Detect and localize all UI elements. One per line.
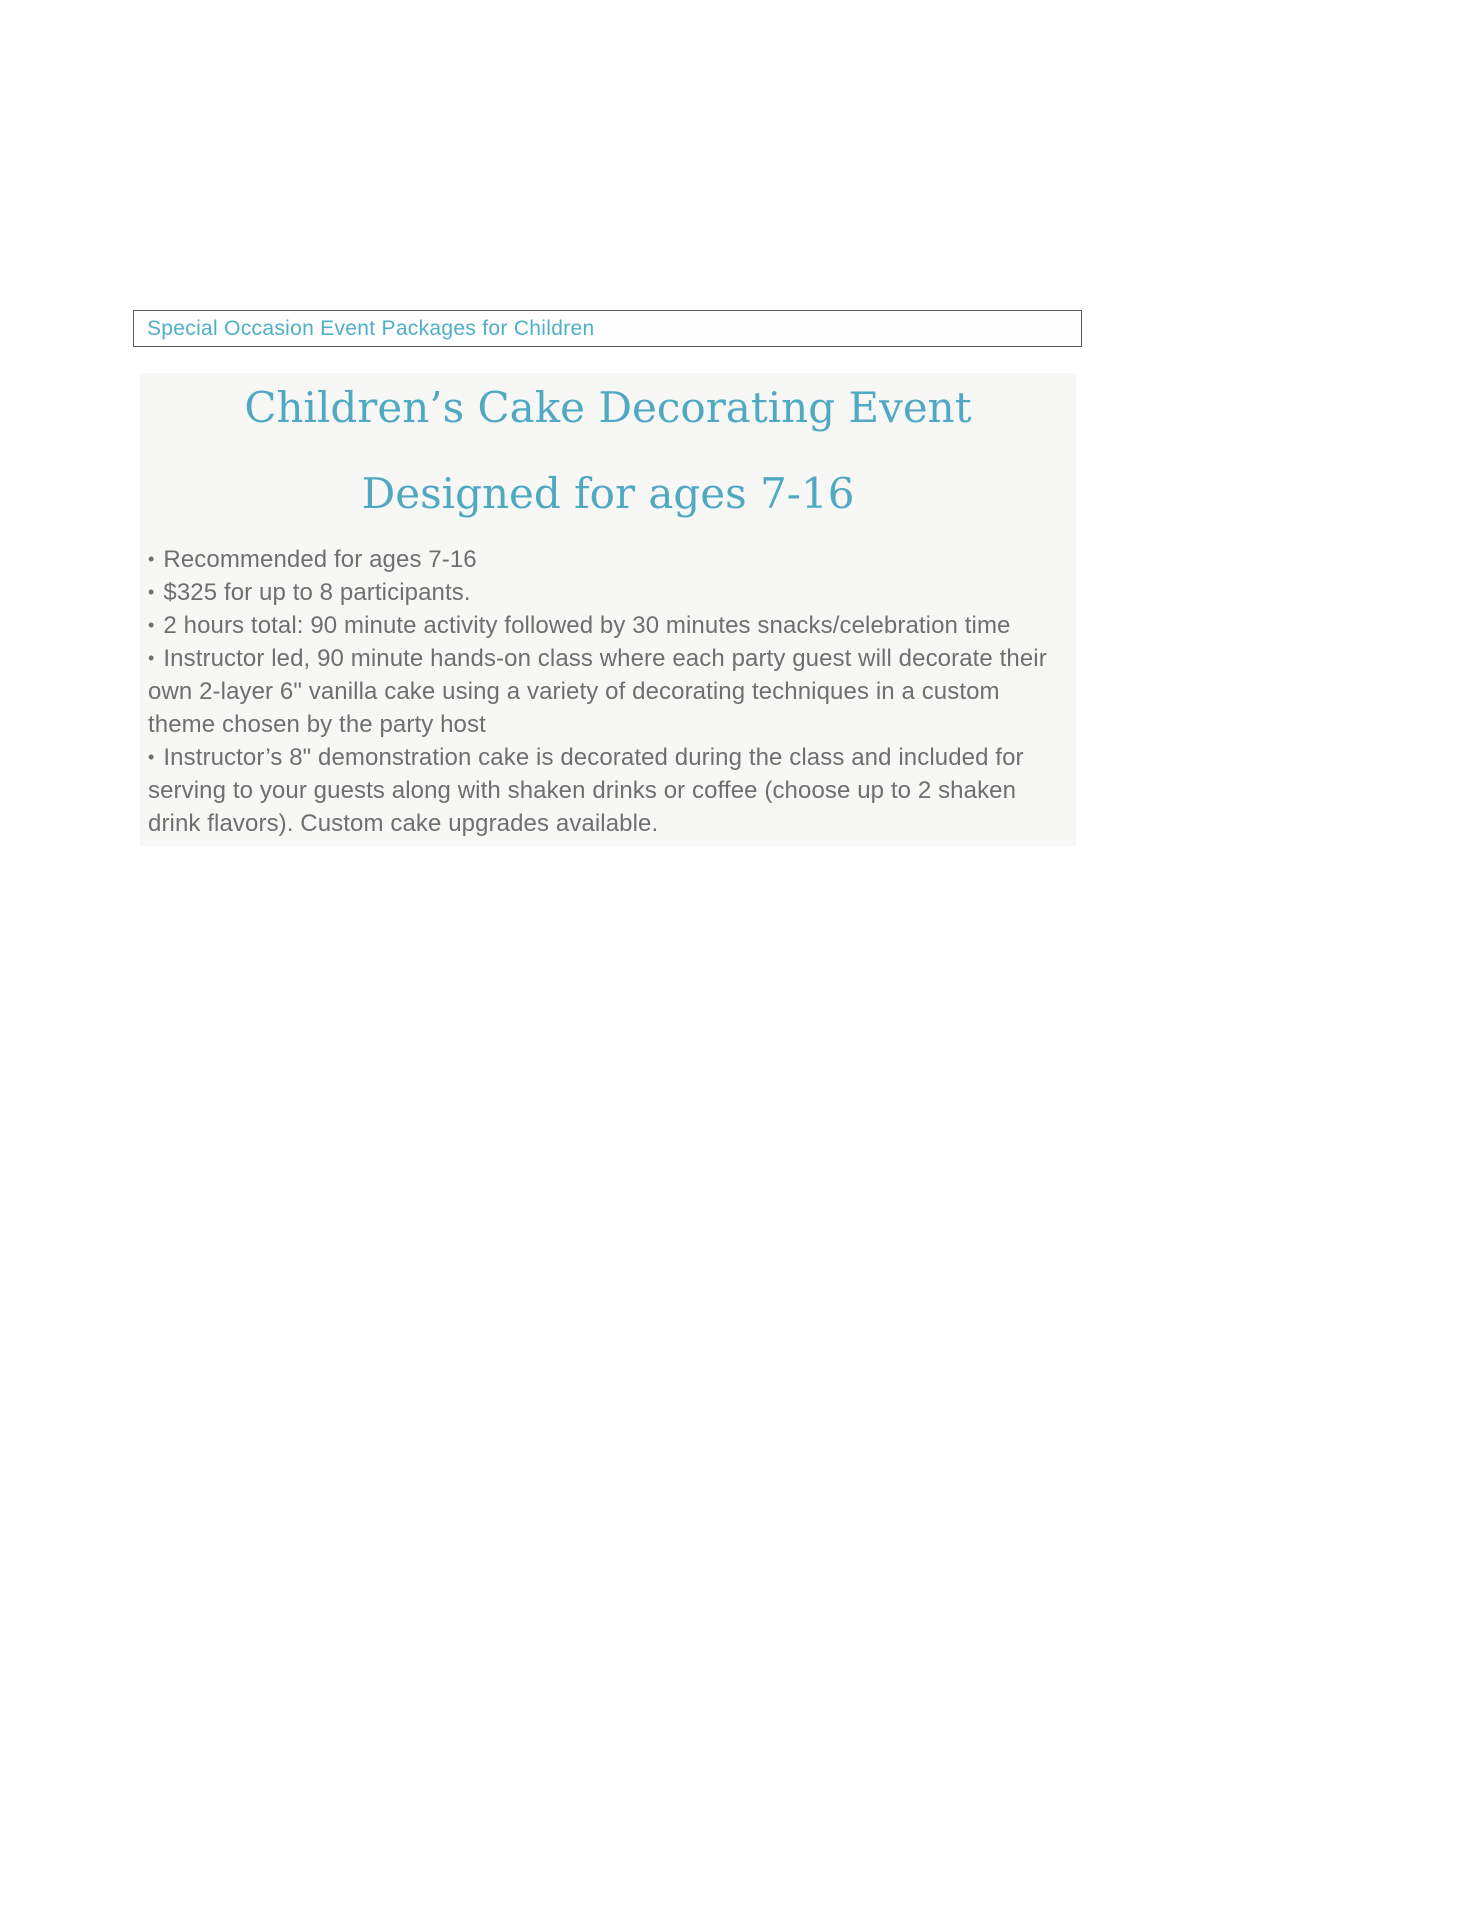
bullet-item: [148, 609, 1068, 642]
event-bullet-list: [148, 543, 1068, 840]
bullet-item: [148, 543, 1068, 576]
bullet-item: [148, 642, 1068, 741]
event-subtitle: Designed for ages 7-16: [361, 469, 855, 518]
bullet-text: Instructor’s 8" demonstration cake is decorated during the class and included for serving to your guests along with shaken drinks or coffee (choose up to 2 shaken drink flavors). Custom cake upgrades available.: [148, 744, 1024, 837]
bullet-item: [148, 576, 1068, 609]
bullet-text: 2 hours total: 90 minute activity followed by 30 minutes snacks/celebration time: [163, 612, 1011, 639]
bullet-glyph: •: [148, 615, 155, 635]
bullet-glyph: •: [148, 747, 155, 767]
bullet-text: Recommended for ages 7-16: [163, 546, 477, 573]
bullet-glyph: •: [148, 582, 155, 602]
event-details-panel: [140, 373, 1076, 846]
bullet-glyph: •: [148, 648, 155, 668]
event-title: Children’s Cake Decorating Event: [244, 383, 972, 432]
bullet-text: Instructor led, 90 minute hands-on class where each party guest will decorate their own 2-layer 6" vanilla cake using a variety of decorating techniques in a custom theme chosen by the party host: [148, 645, 1047, 738]
section-header-bar: [133, 310, 1082, 347]
bullet-item: [148, 741, 1068, 840]
bullet-text: $325 for up to 8 participants.: [163, 579, 471, 606]
bullet-glyph: •: [148, 549, 155, 569]
section-header-title: Special Occasion Event Packages for Children: [147, 316, 595, 340]
